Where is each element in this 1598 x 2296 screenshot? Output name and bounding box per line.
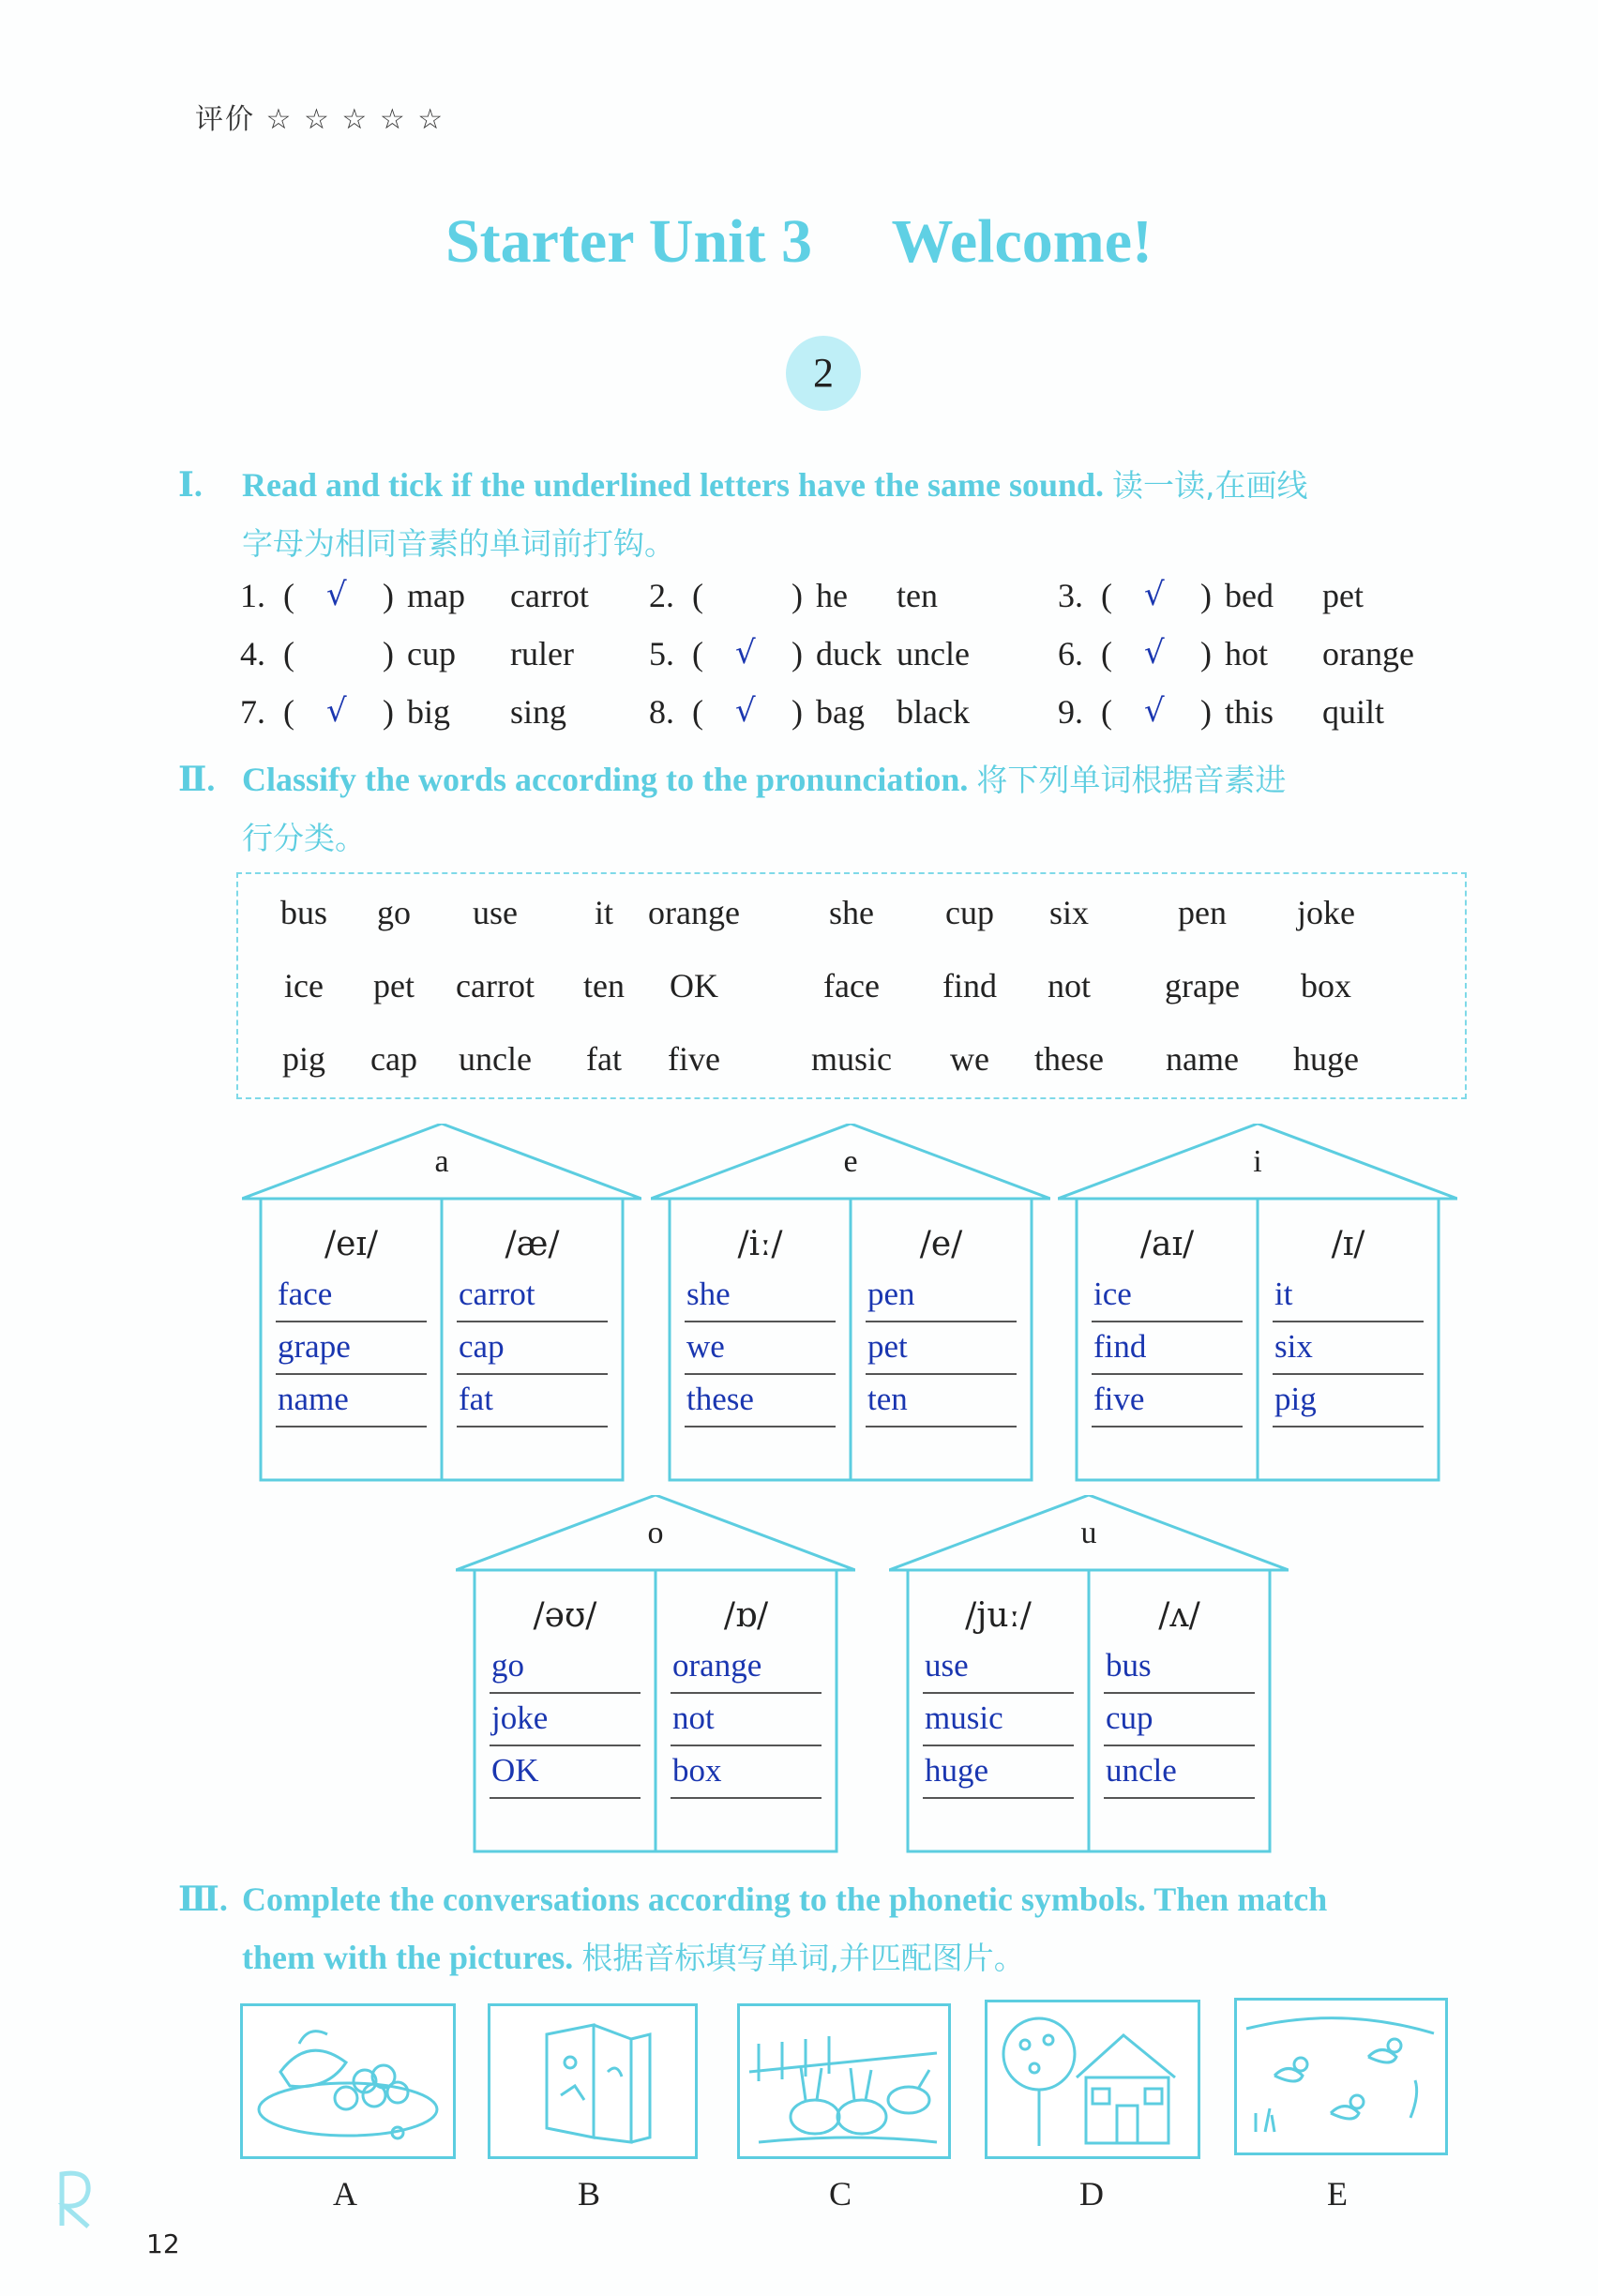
section2-instruction: Classify the words according to the pronunciation. — [242, 761, 969, 798]
answer-line — [923, 1745, 1074, 1746]
word-bank-word: pig — [281, 1040, 325, 1078]
item-paren-close: ) — [1200, 635, 1212, 672]
word-bank — [236, 872, 1467, 1099]
picture-label: D — [1079, 2175, 1104, 2213]
section1-instruction: Read and tick if the underlined letters have the same sound. — [242, 466, 1105, 504]
answer-line — [866, 1321, 1017, 1322]
picture-d — [985, 2000, 1200, 2159]
answer-line — [923, 1797, 1074, 1799]
phonetic-symbol: /ʌ/ — [1158, 1596, 1200, 1635]
picture-b — [488, 2003, 698, 2159]
word-bank-word: go — [377, 894, 411, 931]
answer-line — [671, 1692, 822, 1694]
answer-word: grape — [278, 1328, 351, 1365]
phonetic-symbol: /juː/ — [965, 1596, 1032, 1635]
item-number: 4. — [240, 635, 265, 672]
item-paren-open: ( — [692, 635, 703, 672]
item-word-1: bed — [1225, 577, 1274, 614]
answer-word: name — [278, 1381, 349, 1417]
answer-word: joke — [491, 1699, 549, 1736]
answer-word: orange — [672, 1647, 762, 1684]
item-number: 7. — [240, 693, 265, 731]
answer-word: cap — [459, 1328, 505, 1365]
answer-line — [457, 1321, 608, 1322]
word-bank-word: music — [811, 1040, 892, 1078]
item-number: 5. — [649, 635, 674, 672]
picture-c — [737, 2003, 951, 2159]
word-bank-word: pet — [373, 967, 415, 1004]
answer-line — [490, 1745, 641, 1746]
fruit-plate-icon — [243, 2006, 453, 2156]
item-paren-close: ) — [791, 693, 803, 731]
tick-mark: √ — [1144, 692, 1165, 730]
answer-line — [1273, 1373, 1424, 1375]
answer-word: ten — [867, 1381, 908, 1417]
item-word-2: carrot — [510, 577, 589, 614]
word-bank-word: ice — [284, 967, 324, 1004]
word-bank-word: carrot — [456, 967, 535, 1004]
phonetic-symbol: /iː/ — [737, 1225, 783, 1263]
phonetic-symbol: /ɪ/ — [1331, 1225, 1365, 1263]
item-word-1: this — [1225, 693, 1274, 731]
item-paren-close: ) — [791, 635, 803, 672]
section2-cn-line1: 将下列单词根据音素进 — [976, 762, 1287, 798]
item-paren-close: ) — [791, 577, 803, 614]
word-bank-word: orange — [648, 894, 740, 931]
item-word-1: hot — [1225, 635, 1269, 672]
answer-word: six — [1274, 1328, 1313, 1365]
item-word-2: quilt — [1322, 693, 1385, 731]
card-icon — [490, 2006, 695, 2156]
answer-line — [276, 1426, 427, 1427]
item-paren-open: ( — [283, 635, 294, 672]
answer-word: go — [491, 1647, 524, 1684]
word-bank-word: these — [1034, 1040, 1104, 1078]
item-number: 3. — [1058, 577, 1083, 614]
item-number: 2. — [649, 577, 674, 614]
section1-heading — [178, 456, 1472, 573]
answer-word: carrot — [459, 1276, 535, 1312]
item-paren-open: ( — [283, 693, 294, 731]
picture-e — [1234, 1998, 1448, 2155]
item-word-2: pet — [1322, 577, 1364, 614]
rating — [195, 96, 445, 137]
brand-r-icon — [53, 2165, 99, 2230]
answer-word: pig — [1274, 1381, 1317, 1417]
item-word-2: sing — [510, 693, 567, 731]
word-bank-word: joke — [1297, 894, 1355, 931]
item-paren-close: ) — [383, 635, 394, 672]
word-bank-word: we — [950, 1040, 989, 1078]
word-bank-word: find — [942, 967, 997, 1004]
item-paren-close: ) — [1200, 577, 1212, 614]
house-letter: i — [1253, 1144, 1262, 1179]
word-bank-word: she — [829, 894, 874, 931]
item-paren-open: ( — [692, 577, 703, 614]
answer-word: five — [1093, 1381, 1145, 1417]
item-number: 6. — [1058, 635, 1083, 672]
section2-roman: Ⅱ. — [178, 761, 216, 798]
item-word-2: ten — [897, 577, 938, 614]
rating-stars-icon: ☆ ☆ ☆ ☆ ☆ — [265, 103, 445, 136]
sound-house-a — [242, 1124, 641, 1484]
answer-line — [671, 1745, 822, 1746]
section2-heading — [178, 750, 1472, 868]
answer-line — [490, 1797, 641, 1799]
word-bank-word: not — [1047, 967, 1091, 1004]
house-letter: a — [434, 1144, 449, 1179]
answer-word: these — [686, 1381, 754, 1417]
word-bank-word: cup — [945, 894, 994, 931]
word-bank-word: box — [1301, 967, 1351, 1004]
tick-mark: √ — [326, 692, 347, 730]
answer-word: uncle — [1106, 1752, 1177, 1789]
answer-line — [685, 1321, 836, 1322]
answer-line — [866, 1426, 1017, 1427]
section3-instruction-line1: Complete the conversations according to the phonetic symbols. Then match — [242, 1881, 1328, 1918]
title-part1: Starter Unit 3 — [445, 207, 812, 276]
phonetic-symbol: /aɪ/ — [1139, 1225, 1195, 1263]
phonetic-symbol: /əʊ/ — [533, 1596, 597, 1635]
page-number: 12 — [146, 2228, 180, 2259]
word-bank-word: five — [668, 1040, 720, 1078]
answer-word: she — [686, 1276, 731, 1312]
section3-instruction-line2: them with the pictures. — [242, 1939, 574, 1976]
answer-line — [866, 1373, 1017, 1375]
word-bank-word: pen — [1178, 894, 1227, 931]
answer-word: bus — [1106, 1647, 1152, 1684]
tick-mark: √ — [735, 634, 756, 672]
house-letter: e — [843, 1144, 858, 1179]
item-paren-open: ( — [1101, 635, 1112, 672]
answer-line — [685, 1426, 836, 1427]
title-part2: Welcome! — [891, 207, 1153, 276]
answer-line — [457, 1373, 608, 1375]
picture-a — [240, 2003, 456, 2159]
answer-line — [1092, 1373, 1243, 1375]
item-number: 1. — [240, 577, 265, 614]
item-word-1: he — [816, 577, 848, 614]
answer-word: cup — [1106, 1699, 1153, 1736]
answer-word: ice — [1093, 1276, 1132, 1312]
answer-line — [685, 1373, 836, 1375]
answer-word: huge — [925, 1752, 989, 1789]
sound-house-i — [1058, 1124, 1457, 1484]
answer-line — [1273, 1426, 1424, 1427]
answer-word: OK — [491, 1752, 539, 1789]
item-paren-open: ( — [692, 693, 703, 731]
house-icon — [987, 2002, 1198, 2156]
rabbits-icon — [740, 2006, 948, 2156]
section2-cn-line2: 行分类。 — [242, 820, 366, 856]
section3-heading — [178, 1870, 1472, 1987]
word-bank-word: huge — [1293, 1040, 1359, 1078]
sound-house-u — [889, 1495, 1289, 1855]
picture-label: C — [828, 2175, 852, 2213]
lesson-number-badge: 2 — [786, 336, 861, 411]
item-paren-close: ) — [1200, 693, 1212, 731]
answer-word: find — [1093, 1328, 1147, 1365]
section3-roman: Ⅲ. — [178, 1881, 228, 1918]
item-word-1: duck — [816, 635, 882, 672]
item-paren-open: ( — [1101, 693, 1112, 731]
answer-line — [276, 1321, 427, 1322]
answer-line — [276, 1373, 427, 1375]
answer-line — [1092, 1321, 1243, 1322]
answer-word: box — [672, 1752, 722, 1789]
tick-mark: √ — [735, 692, 756, 730]
item-paren-open: ( — [283, 577, 294, 614]
answer-line — [1104, 1797, 1255, 1799]
word-bank-word: cap — [370, 1040, 417, 1078]
ducks-icon — [1237, 2001, 1445, 2152]
item-paren-close: ) — [383, 577, 394, 614]
sound-house-e — [651, 1124, 1050, 1484]
item-word-2: ruler — [510, 635, 574, 672]
item-number: 9. — [1058, 693, 1083, 731]
item-number: 8. — [649, 693, 674, 731]
word-bank-word: uncle — [459, 1040, 532, 1078]
answer-word: we — [686, 1328, 725, 1365]
sound-house-o — [456, 1495, 855, 1855]
answer-line — [457, 1426, 608, 1427]
item-word-1: big — [407, 693, 451, 731]
picture-label: A — [333, 2175, 357, 2213]
word-bank-word: OK — [670, 967, 718, 1004]
word-bank-word: ten — [583, 967, 625, 1004]
answer-word: pen — [867, 1276, 915, 1312]
answer-word: it — [1274, 1276, 1293, 1312]
word-bank-word: bus — [279, 894, 327, 931]
section1-cn-line2: 字母为相同音素的单词前打钩。 — [242, 525, 675, 562]
answer-word: use — [925, 1647, 969, 1684]
word-bank-word: grape — [1165, 967, 1240, 1004]
item-paren-open: ( — [1101, 577, 1112, 614]
house-letter: u — [1080, 1516, 1097, 1550]
picture-label: B — [577, 2175, 600, 2213]
item-word-2: orange — [1322, 635, 1414, 672]
answer-word: fat — [459, 1381, 493, 1417]
answer-line — [1092, 1426, 1243, 1427]
section3-cn: 根据音标填写单词,并匹配图片。 — [581, 1940, 1025, 1976]
answer-line — [490, 1692, 641, 1694]
word-bank-word: face — [823, 967, 880, 1004]
word-bank-word: name — [1166, 1040, 1239, 1078]
answer-line — [923, 1692, 1074, 1694]
answer-word: music — [925, 1699, 1003, 1736]
answer-line — [1104, 1745, 1255, 1746]
phonetic-symbol: /ɒ/ — [723, 1596, 769, 1635]
item-word-2: uncle — [897, 635, 970, 672]
item-word-2: black — [897, 693, 970, 731]
answer-line — [1273, 1321, 1424, 1322]
answer-word: pet — [867, 1328, 908, 1365]
item-word-1: map — [407, 577, 465, 614]
tick-mark: √ — [1144, 576, 1165, 613]
page-title — [0, 206, 1598, 278]
item-paren-close: ) — [383, 693, 394, 731]
phonetic-symbol: /æ/ — [505, 1225, 560, 1263]
house-letter: o — [647, 1516, 664, 1550]
word-bank-word: six — [1048, 894, 1089, 931]
word-bank-word: it — [594, 894, 613, 931]
item-word-1: bag — [816, 693, 865, 731]
section1-roman: Ⅰ. — [178, 466, 203, 504]
phonetic-symbol: /eɪ/ — [324, 1225, 379, 1263]
picture-label: E — [1327, 2175, 1348, 2213]
rating-label: 评价 — [195, 103, 255, 136]
section1-cn-line1: 读一读,在画线 — [1112, 467, 1308, 504]
item-word-1: cup — [407, 635, 456, 672]
answer-line — [1104, 1692, 1255, 1694]
phonetic-symbol: /e/ — [919, 1225, 963, 1263]
answer-word: not — [672, 1699, 715, 1736]
tick-mark: √ — [1144, 634, 1165, 672]
answer-line — [671, 1797, 822, 1799]
answer-word: face — [278, 1276, 333, 1312]
word-bank-word: use — [473, 894, 518, 931]
tick-mark: √ — [326, 576, 347, 613]
word-bank-word: fat — [586, 1040, 622, 1078]
